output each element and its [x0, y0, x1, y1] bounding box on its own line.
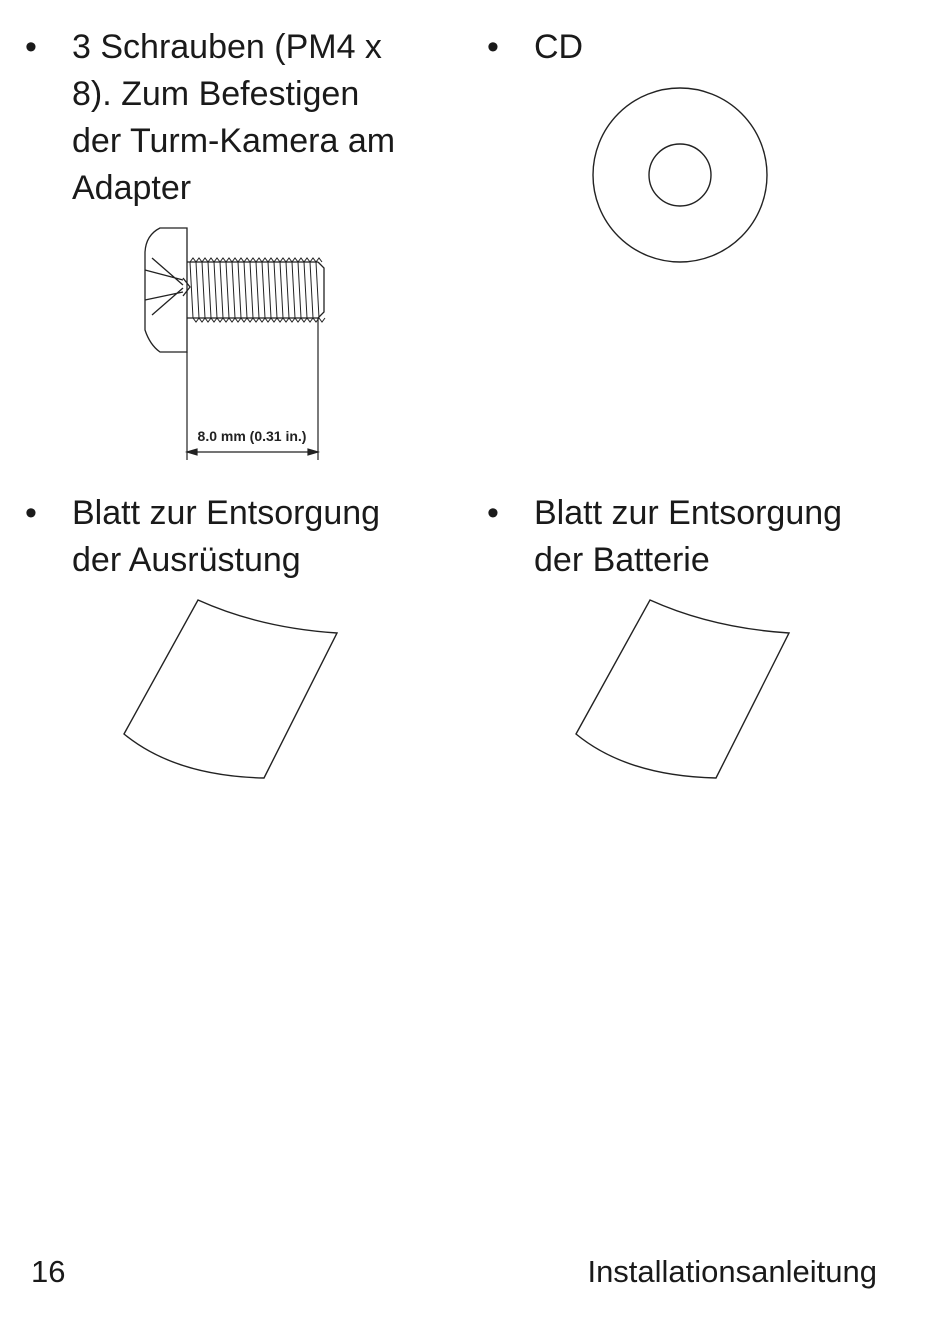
bullet: •	[25, 28, 37, 66]
item-text-line: der Batterie	[534, 541, 710, 579]
item-text-line: Adapter	[72, 169, 192, 207]
item-text	[534, 490, 842, 584]
bullet: •	[487, 494, 499, 532]
bullet: •	[25, 494, 37, 532]
item-text-line: 8). Zum Befestigen	[72, 75, 360, 113]
bullet: •	[487, 28, 499, 66]
item-text-line: CD	[534, 28, 584, 66]
footer-title: Installationsanleitung	[587, 1254, 877, 1289]
equipment-disposal-sheet-illustration	[120, 596, 342, 782]
item-text-line: der Turm-Kamera am	[72, 122, 396, 160]
item-text-line: der Ausrüstung	[72, 541, 301, 579]
item-text-line: 3 Schrauben (PM4 x	[72, 28, 382, 66]
item-text	[72, 490, 380, 584]
item-text-line: Blatt zur Entsorgung	[72, 494, 381, 532]
page-number: 16	[31, 1254, 66, 1289]
cd-illustration	[590, 87, 772, 267]
list-item-equipment-disposal-sheet	[25, 490, 445, 590]
screw-dimension-label: 8.0 mm (0.31 in.)	[197, 428, 307, 444]
screw-illustration	[0, 0, 950, 480]
item-text-line: Blatt zur Entsorgung	[534, 494, 843, 532]
battery-disposal-sheet-illustration	[572, 596, 794, 782]
list-item-battery-disposal-sheet	[487, 490, 907, 590]
